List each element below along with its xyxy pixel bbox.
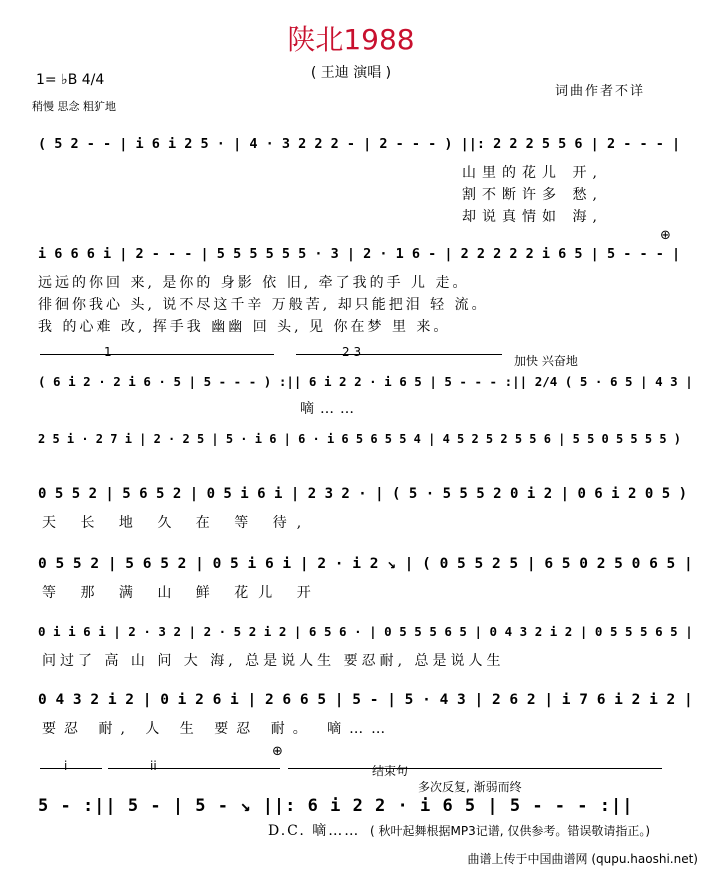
tempo-marking: 稍慢 思念 粗犷地 [32, 100, 116, 113]
composer-credit: 词曲作者不详 [555, 84, 646, 99]
key-signature: 1= ♭B 4/4 [36, 72, 105, 88]
volta-bracket-i [40, 768, 102, 769]
ending-bracket [288, 768, 662, 769]
volta-bracket-1 [40, 354, 274, 355]
singer-subtitle: ( 王迪 演唱 ) [310, 65, 392, 81]
notation-line-8: 0 4 3 2 i 2 | 0 i 2 6 i | 2 6 6 5 | 5 - | 5 · 4 3 | 2 6 2 | i 7 6 i 2 i 2 | [38, 692, 693, 708]
lyric-line-1b: 割不断许多 愁, [462, 187, 603, 203]
notation-line-5: 0 5 5 2 | 5 6 5 2 | 0 5 i 6 i | 2 3 2 · | ( 5 · 5 5 5 2 0 i 2 | 0 6 i 2 0 5 ) [38, 486, 688, 502]
site-footer: 曲谱上传于中国曲谱网 (qupu.haoshi.net) [467, 852, 698, 866]
notation-line-2: i 6 6 6 i | 2 - - - | 5 5 5 5 5 5 · 3 | 2 · 1 6 - | 2 2 2 2 2 i 6 5 | 5 - - - | [38, 246, 681, 262]
lyric-line-1a: 山里的花儿 开, [462, 165, 603, 181]
volta-bracket-2 [296, 354, 502, 355]
lyric-line-2c: 我 的心难 改, 挥手我 幽幽 回 头, 见 你在梦 里 来。 [38, 319, 451, 335]
volta-bracket-ii [108, 768, 280, 769]
volta-label-ii: ii [150, 759, 157, 773]
coda-mark-2: ⊕ [272, 744, 283, 759]
lyric-line-2b: 徘徊你我心 头, 说不尽这千辛 万般苦, 却只能把泪 轻 流。 [38, 297, 489, 313]
notation-line-6: 0 5 5 2 | 5 6 5 2 | 0 5 i 6 i | 2 · i 2 ↘ | ( 0 5 5 2 5 | 6 5 0 2 5 0 6 5 | [38, 556, 693, 572]
volta-label-2: 2 3 [342, 345, 362, 359]
notation-line-9: 5 - :|| 5 - | 5 - ↘ ||: 6 i 2 2 · i 6 5 | 5 - - - :|| [38, 796, 634, 816]
transcriber-note: ( 秋叶起舞根据MP3记谱, 仅供参考。错误敬请指正。) [370, 824, 651, 838]
notation-line-3: ( 6 i 2 · 2 i 6 · 5 | 5 - - - ) :|| 6 i 2 2 · i 6 5 | 5 - - - :|| 2/4 ( 5 · 6 5 | 4 3 | [38, 374, 693, 389]
lyric-line-9: D.C. 嘀…… [268, 823, 361, 839]
notation-line-4: 2 5 i · 2 7 i | 2 · 2 5 | 5 · i 6 | 6 · i 6 5 6 5 5 4 | 4 5 2 5 2 5 5 6 | 5 5 0 5 5 5 5 ) [38, 432, 681, 446]
song-title: 陕北1988 [287, 23, 415, 56]
notation-line-7: 0 i i 6 i | 2 · 3 2 | 2 · 5 2 i 2 | 6 5 6 · | 0 5 5 5 6 5 | 0 4 3 2 i 2 | 0 5 5 5 6 5 | [38, 624, 693, 639]
volta-label-1: 1 [104, 345, 112, 359]
lyric-line-6: 等 那 满 山 鲜 花儿 开 [42, 585, 321, 601]
lyric-line-1c: 却说真情如 海, [462, 209, 603, 225]
lyric-line-7: 问过了 高 山 问 大 海, 总是说人生 要忍耐, 总是说人生 [42, 653, 505, 669]
repeat-instruction: 多次反复, 渐弱而终 [418, 780, 522, 794]
lyric-line-8: 要忍 耐, 人 生 要忍 耐。 嘀…… [42, 721, 394, 737]
lyric-line-3: 嘀…… [300, 401, 360, 417]
tempo-change: 加快 兴奋地 [514, 354, 578, 368]
notation-line-1: ( 5 2 - - | i 6 i 2 5 · | 4 · 3 2 2 2 - | 2 - - - ) ||: 2 2 2 5 5 6 | 2 - - - | [38, 136, 681, 152]
volta-label-i: i [64, 759, 68, 773]
ending-label: 结束句 [372, 764, 409, 778]
lyric-line-5: 天 长 地 久 在 等 待, [42, 515, 312, 531]
coda-mark-1: ⊕ [660, 228, 671, 243]
lyric-line-2a: 远远的你回 来, 是你的 身影 依 旧, 牵了我的手 儿 走。 [38, 275, 470, 291]
